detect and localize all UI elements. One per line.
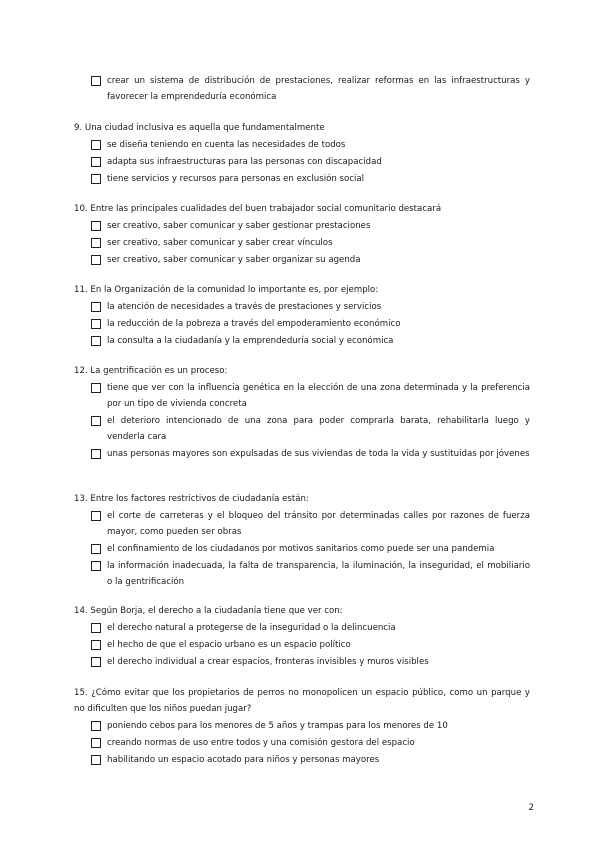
checkbox-icon[interactable]	[91, 383, 101, 393]
answer-option[interactable]: habilitando un espacio acotado para niños y personas mayores	[74, 752, 530, 768]
question-8-continuation	[74, 72, 530, 105]
answer-option[interactable]: la reducción de la pobreza a través del empoderamiento económico	[74, 316, 530, 332]
checkbox-icon[interactable]	[91, 738, 101, 748]
checkbox-icon[interactable]	[91, 721, 101, 731]
answer-option[interactable]: el derecho natural a protegerse de la inseguridad o la delincuencia	[74, 620, 530, 636]
question-stem: 12. La gentrificación es un proceso:	[74, 366, 228, 376]
answer-option[interactable]: ser creativo, saber comunicar y saber crear vínculos	[74, 235, 530, 251]
checkbox-icon[interactable]	[91, 511, 101, 521]
checkbox-icon[interactable]	[91, 238, 101, 248]
answer-option[interactable]: creando normas de uso entre todos y una comisión gestora del espacio	[74, 735, 530, 751]
page-number: 2	[528, 803, 534, 813]
answer-option[interactable]: la información inadecuada, la falta de transparencia, la iluminación, la inseguridad, el mobiliario o la gentrificación	[74, 558, 530, 590]
checkbox-icon[interactable]	[91, 561, 101, 571]
answer-option[interactable]: el confinamiento de los ciudadanos por motivos sanitarios como puede ser una pandemia	[74, 541, 530, 557]
checkbox-icon[interactable]	[91, 755, 101, 765]
checkbox-icon[interactable]	[91, 302, 101, 312]
answer-option[interactable]: tiene servicios y recursos para personas en exclusión social	[74, 171, 530, 187]
answer-option[interactable]: adapta sus infraestructuras para las personas con discapacidad	[74, 154, 530, 170]
checkbox-icon[interactable]	[91, 657, 101, 667]
answer-option[interactable]: la atención de necesidades a través de prestaciones y servicios	[74, 299, 530, 315]
answer-option[interactable]: ser creativo, saber comunicar y saber organizar su agenda	[74, 252, 530, 268]
checkbox-icon[interactable]	[91, 623, 101, 633]
question-stem: 13. Entre los factores restrictivos de ciudadanía están:	[74, 494, 309, 504]
answer-option[interactable]: crear un sistema de distribución de prestaciones, realizar reformas en las infraestructuras y favorecer la emprendeduría económica	[74, 73, 530, 105]
checkbox-icon[interactable]	[91, 319, 101, 329]
question-stem: 9. Una ciudad inclusiva es aquella que fundamentalmente	[74, 123, 325, 133]
checkbox-icon[interactable]	[91, 544, 101, 554]
answer-option[interactable]: el deterioro intencionado de una zona para poder comprarla barata, rehabilitarla luego y venderla cara	[74, 413, 530, 445]
checkbox-icon[interactable]	[91, 449, 101, 459]
question-11	[74, 282, 530, 349]
checkbox-icon[interactable]	[91, 76, 101, 86]
answer-option[interactable]: la consulta a la ciudadanía y la emprendeduría social y económica	[74, 333, 530, 349]
question-10	[74, 201, 530, 268]
checkbox-icon[interactable]	[91, 174, 101, 184]
checkbox-icon[interactable]	[91, 157, 101, 167]
answer-option[interactable]: el corte de carreteras y el bloqueo del tránsito por determinadas calles por razones de fuerza mayor, como pueden ser obras	[74, 508, 530, 540]
answer-option[interactable]: tiene que ver con la influencia genética en la elección de una zona determinada y la preferencia por un tipo de vivienda concreta	[74, 380, 530, 412]
answer-option[interactable]: poniendo cebos para los menores de 5 años y trampas para los menores de 10	[74, 718, 530, 734]
question-stem: 11. En la Organización de la comunidad lo importante es, por ejemplo:	[74, 285, 379, 295]
answer-option[interactable]: ser creativo, saber comunicar y saber gestionar prestaciones	[74, 218, 530, 234]
question-stem: 15. ¿Cómo evitar que los propietarios de perros no monopolicen un espacio público, como un parque y no dificulten que los niños puedan jugar?	[74, 688, 530, 714]
checkbox-icon[interactable]	[91, 140, 101, 150]
question-12	[74, 363, 530, 462]
question-15	[74, 685, 530, 768]
checkbox-icon[interactable]	[91, 416, 101, 426]
checkbox-icon[interactable]	[91, 336, 101, 346]
checkbox-icon[interactable]	[91, 640, 101, 650]
checkbox-icon[interactable]	[91, 255, 101, 265]
question-14	[74, 603, 530, 670]
answer-option[interactable]: se diseña teniendo en cuenta las necesidades de todos	[74, 137, 530, 153]
question-stem: 10. Entre las principales cualidades del buen trabajador social comunitario destacará	[74, 204, 442, 214]
answer-option[interactable]: el derecho individual a crear espacios, fronteras invisibles y muros visibles	[74, 654, 530, 670]
question-13	[74, 491, 530, 590]
question-stem: 14. Según Borja, el derecho a la ciudadanía tiene que ver con:	[74, 606, 343, 616]
question-9	[74, 120, 530, 187]
checkbox-icon[interactable]	[91, 221, 101, 231]
answer-option[interactable]: el hecho de que el espacio urbano es un espacio político	[74, 637, 530, 653]
answer-option[interactable]: unas personas mayores son expulsadas de sus viviendas de toda la vida y sustituidas por jóvenes	[74, 446, 530, 462]
